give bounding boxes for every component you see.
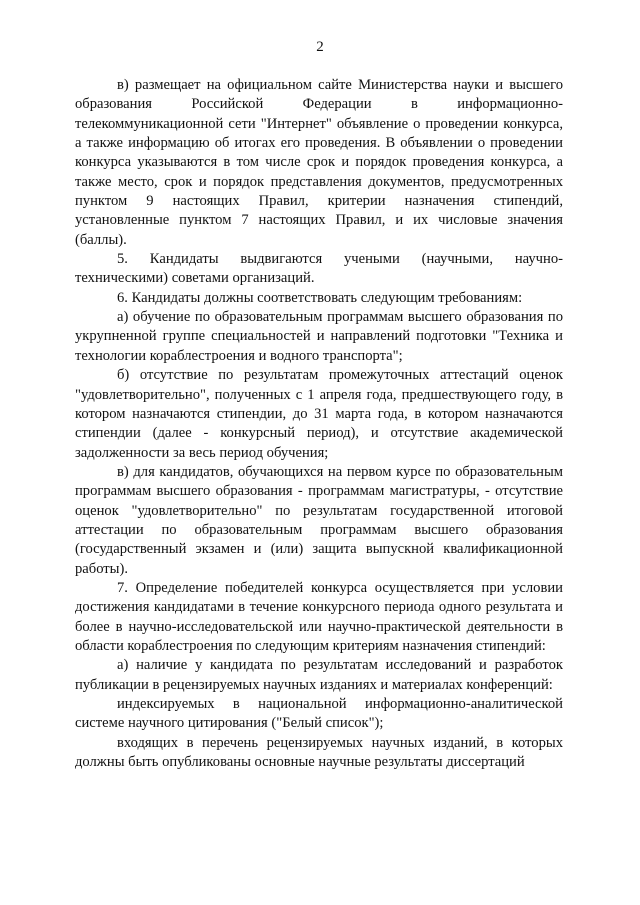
document-body	[75, 76, 563, 772]
paragraph-7-winners: 7. Определение победителей конкурса осуществляется при условии достижения кандидатами в течение конкурсного периода одного результата и более в научно-исследовательской или научно-практической деятельности в области кораблестроения по следующим критериям назначения стипендий:	[75, 579, 563, 654]
paragraph-5-candidates: 5. Кандидаты выдвигаются учеными (научными, научно-техническими) советами организаций.	[75, 251, 563, 287]
page-number: 2	[316, 39, 324, 55]
paragraph-reviewed-journals-list: входящих в перечень рецензируемых научных изданий, в которых должны быть опубликованы основные научные результаты диссертаций	[75, 734, 563, 771]
paragraph-item-v-publish: в) размещает на официальном сайте Министерства науки и высшего образования Российской Федерации в информационно-телекоммуникационной сети "Интернет" объявление о проведении конкурса, а также информацию об итогах его проведения. В объявлении о проведении конкурса указываются в том числе срок и порядок проведения конкурса, а также место, срок и порядок представления документов, предусмотренных пунктом 9 настоящих Правил, критерии назначения стипендий, установленные пунктом 7 настоящих Правил, и их числовые значения (баллы).	[75, 77, 563, 248]
paragraph-6-requirements: 6. Кандидаты должны соответствовать следующим требованиям:	[117, 289, 523, 306]
paragraph-6b-no-satisfactory-grades: б) отсутствие по результатам промежуточных аттестаций оценок "удовлетворительно", полученных с 1 апреля года, предшествующего году, в котором назначаются стипендии, до 31 марта года, в котором назначаются стипендии (далее - конкурсный период), и отсутствие академической задолженности за весь период обучения;	[75, 367, 563, 461]
paragraph-6v-first-year-masters: в) для кандидатов, обучающихся на первом курсе по образовательным программам высшего образования - программам магистратуры, - отсутствие оценок "удовлетворительно" по результатам государственной итоговой аттестации по образовательным программам высшего образования (государственный экзамен и (или) защита выпускной квалификационной работы).	[75, 463, 563, 577]
paragraph-6a-education: а) обучение по образовательным программам высшего образования по укрупненной группе специальностей и направлений подготовки "Техника и технологии кораблестроения и водного транспорта";	[75, 309, 563, 364]
paragraph-indexed-white-list: индексируемых в национальной информационно-аналитической системе научного цитирования ("Белый список");	[75, 696, 563, 732]
paragraph-7a-publications: а) наличие у кандидата по результатам исследований и разработок публикации в рецензируемых научных изданиях и материалах конференций:	[75, 657, 563, 693]
